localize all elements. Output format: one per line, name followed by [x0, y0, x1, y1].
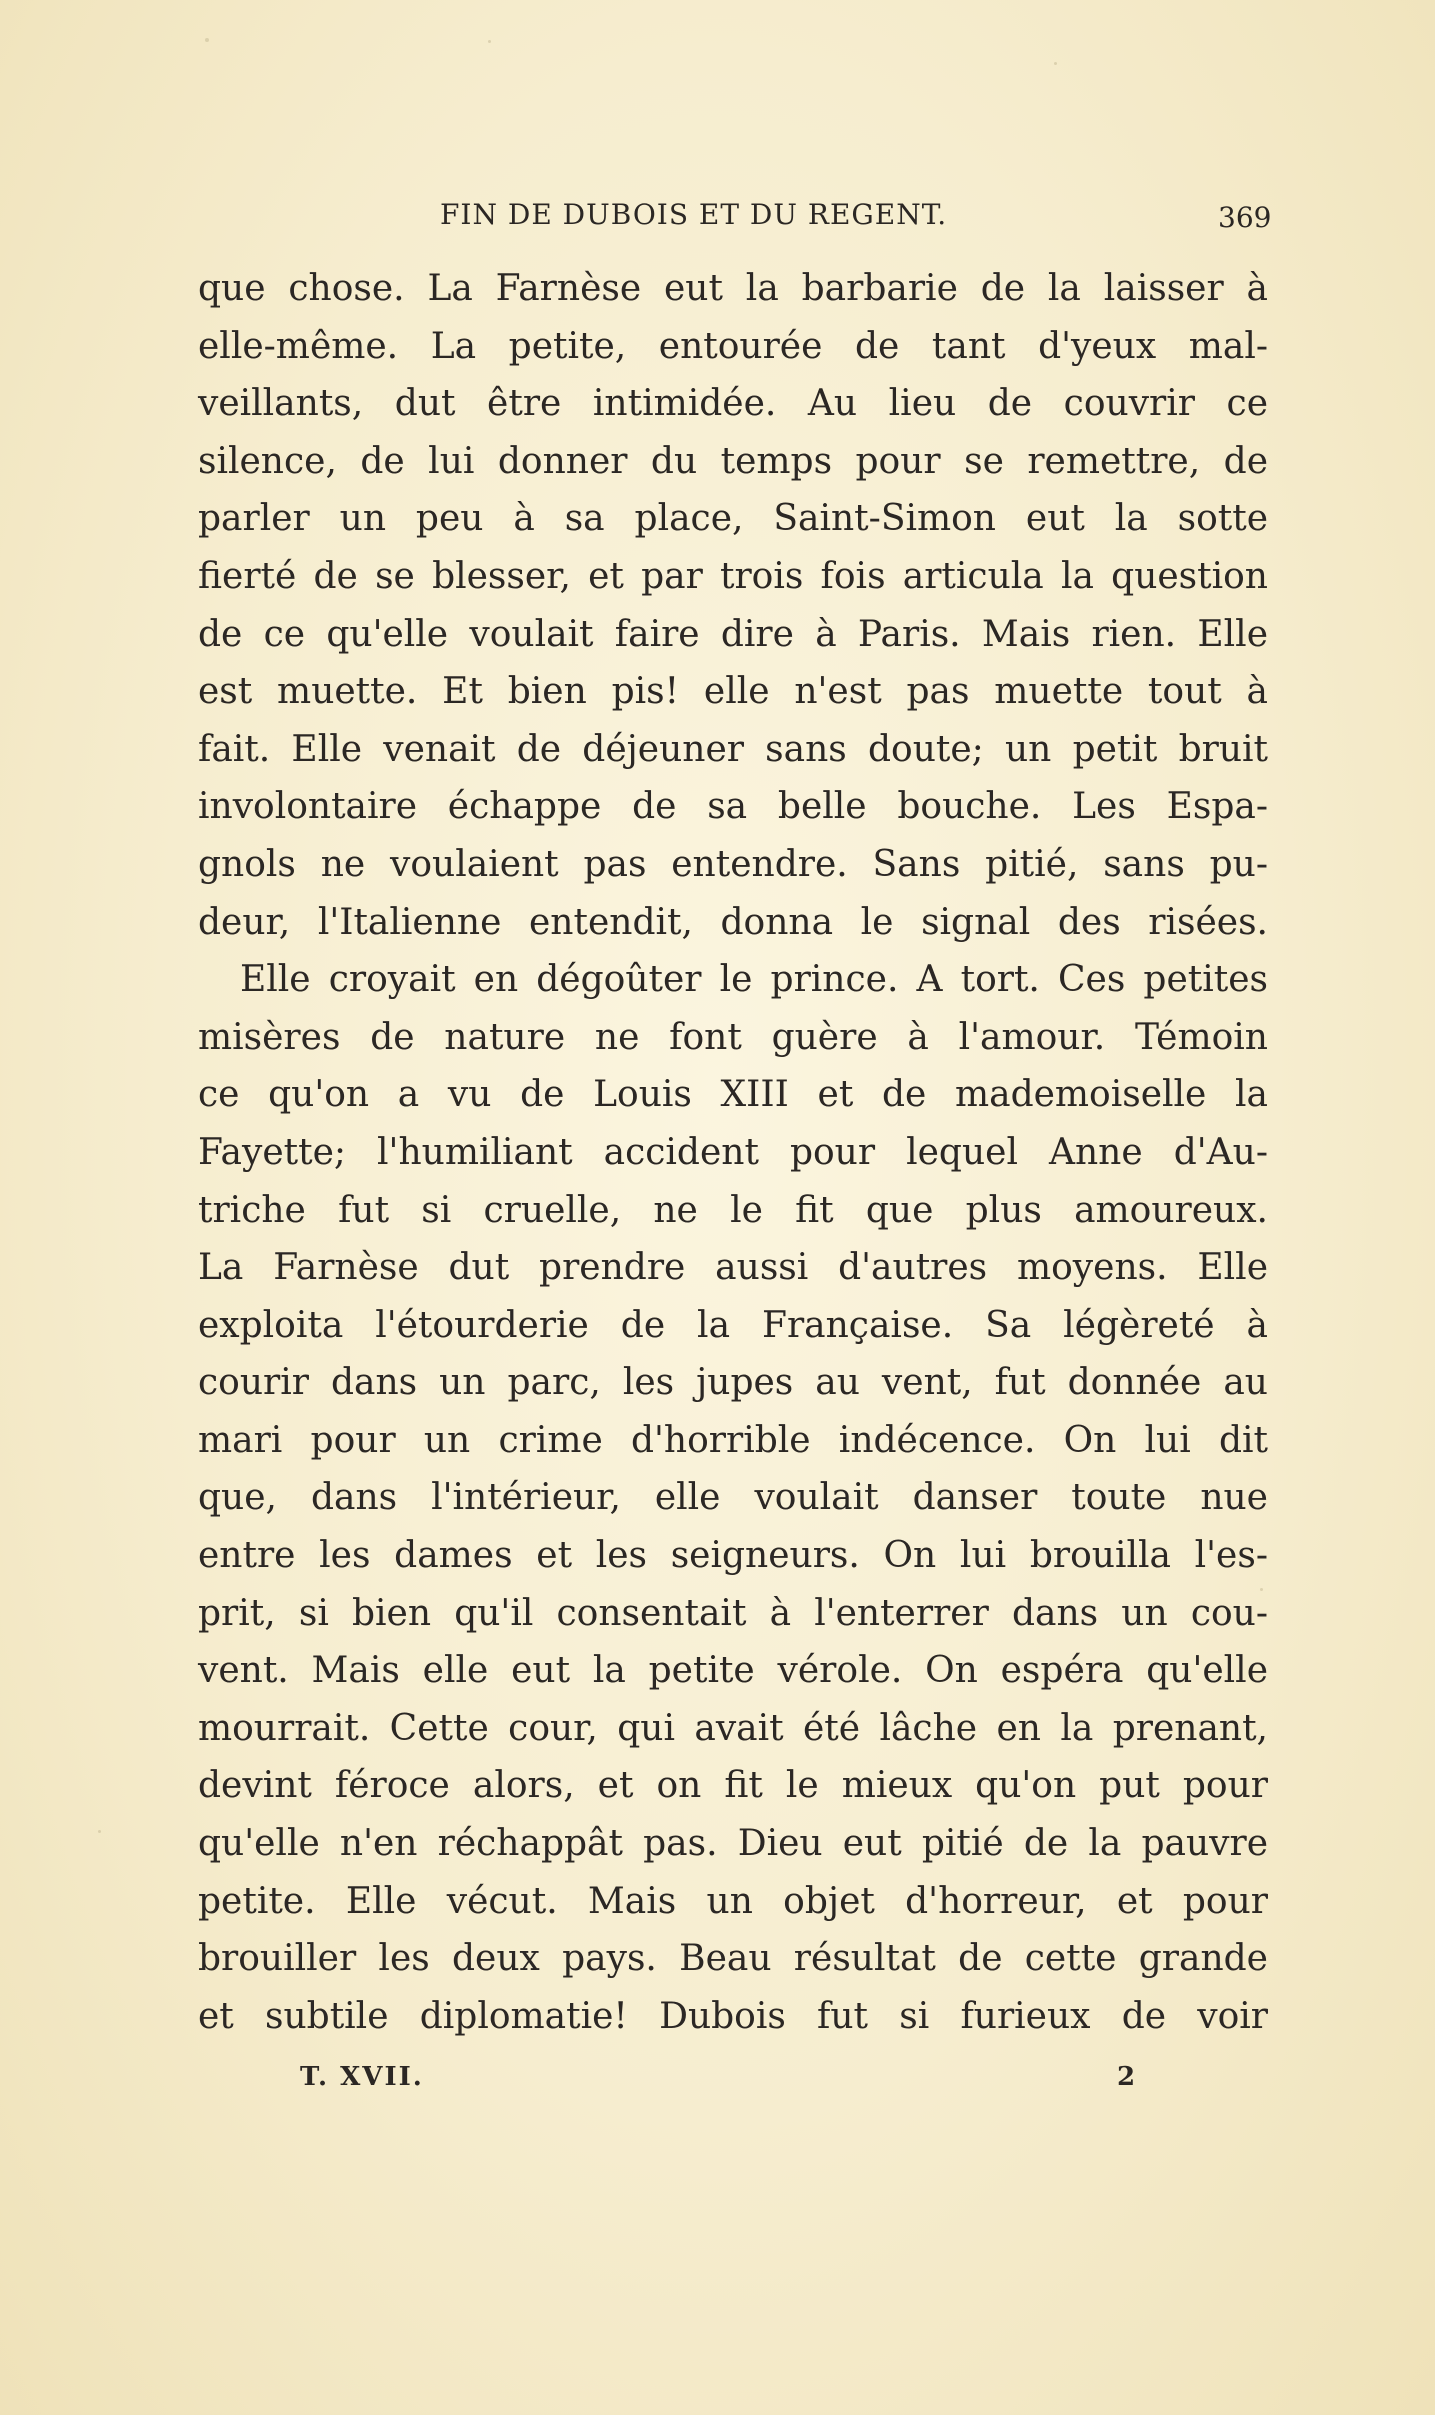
text-line: elle-même. La petite, entourée de tant d'yeux mal-	[198, 325, 1268, 367]
paper-speck	[1054, 62, 1057, 65]
signature-number: 2	[1117, 2062, 1136, 2092]
text-line: petite. Elle vécut. Mais un objet d'horreur, et pour	[198, 1880, 1268, 1922]
text-line: gnols ne voulaient pas entendre. Sans pitié, sans pu-	[198, 843, 1268, 885]
text-line: que chose. La Farnèse eut la barbarie de la laisser à	[198, 268, 1268, 309]
text-line: qu'elle n'en réchappât pas. Dieu eut pitié de la pauvre	[198, 1823, 1268, 1865]
text-line: parler un peu à sa place, Saint-Simon eut la sotte	[198, 498, 1268, 540]
text-line: entre les dames et les seigneurs. On lui brouilla l'es-	[198, 1535, 1268, 1577]
text-line: La Farnèse dut prendre aussi d'autres moyens. Elle	[198, 1247, 1268, 1289]
paper-speck	[1260, 1588, 1263, 1591]
paper-speck	[98, 1830, 101, 1833]
text-line: ce qu'on a vu de Louis XIII et de mademoiselle la	[198, 1074, 1268, 1116]
text-line: fait. Elle venait de déjeuner sans doute; un petit bruit	[198, 728, 1268, 770]
text-line: et subtile diplomatie! Dubois fut si furieux de voir	[198, 1995, 1268, 2037]
text-line: silence, de lui donner du temps pour se remettre, de	[198, 440, 1268, 482]
paper-speck	[488, 40, 491, 43]
text-line: mari pour un crime d'horrible indécence. On lui dit	[198, 1419, 1268, 1461]
text-line: mourrait. Cette cour, qui avait été lâche en la prenant,	[198, 1707, 1268, 1749]
paper-speck	[205, 38, 209, 42]
text-line: est muette. Et bien pis! elle n'est pas muette tout à	[198, 671, 1268, 713]
text-line-paragraph-start: Elle croyait en dégoûter le prince. A tort. Ces petites	[240, 959, 1268, 1001]
text-line: fierté de se blesser, et par trois fois articula la question	[198, 555, 1268, 597]
text-line: veillants, dut être intimidée. Au lieu de couvrir ce	[198, 383, 1268, 425]
text-line: misères de nature ne font guère à l'amour. Témoin	[198, 1016, 1268, 1058]
signature-mark: T. XVII.	[300, 2062, 424, 2092]
page-number: 369	[1218, 201, 1272, 234]
text-line: involontaire échappe de sa belle bouche. Les Espa-	[198, 786, 1268, 828]
text-line: brouiller les deux pays. Beau résultat de cette grande	[198, 1938, 1268, 1980]
text-line: triche fut si cruelle, ne le fit que plus amoureux.	[198, 1189, 1268, 1231]
text-line: Fayette; l'humiliant accident pour lequel Anne d'Au-	[198, 1131, 1268, 1173]
text-line: vent. Mais elle eut la petite vérole. On espéra qu'elle	[198, 1650, 1268, 1692]
text-line: deur, l'Italienne entendit, donna le signal des risées.	[198, 901, 1268, 943]
body-text	[198, 260, 1268, 2045]
text-line: de ce qu'elle voulait faire dire à Paris. Mais rien. Elle	[198, 613, 1268, 655]
text-line: courir dans un parc, les jupes au vent, fut donnée au	[198, 1362, 1268, 1404]
text-line: que, dans l'intérieur, elle voulait danser toute nue	[198, 1477, 1268, 1519]
running-head: FIN DE DUBOIS ET DU REGENT.	[440, 198, 948, 231]
text-line: devint féroce alors, et on fit le mieux qu'on put pour	[198, 1765, 1268, 1807]
text-line: exploita l'étourderie de la Française. Sa légèreté à	[198, 1304, 1268, 1346]
text-line: prit, si bien qu'il consentait à l'enterrer dans un cou-	[198, 1592, 1268, 1634]
